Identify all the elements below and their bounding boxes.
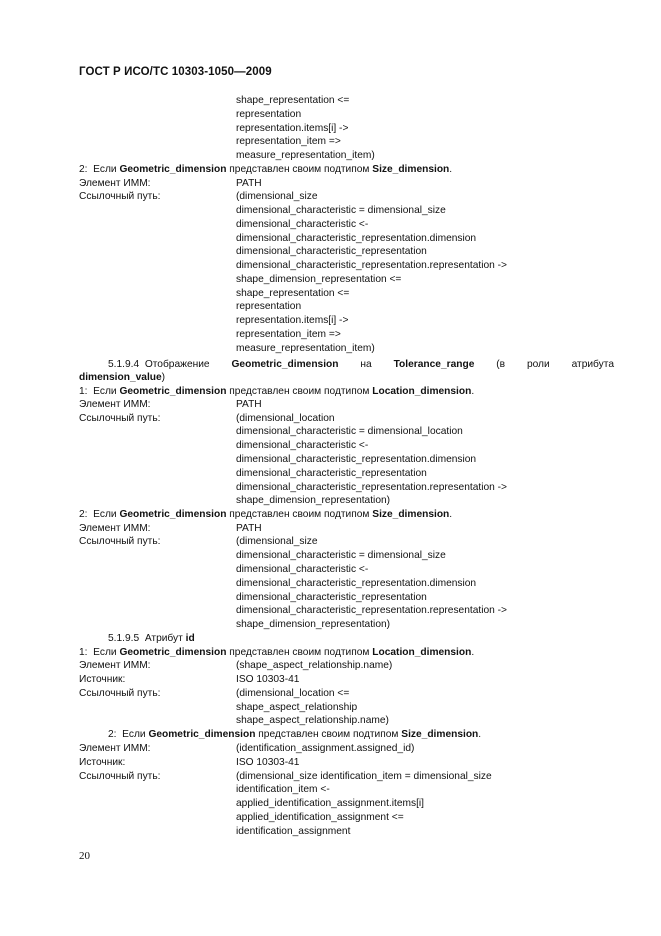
path-line: dimensional_characteristic_representation.dimension bbox=[236, 578, 477, 589]
path-line: dimensional_characteristic_representation.representation -> bbox=[236, 482, 507, 493]
path-line: (dimensional_size identification_item = dimensional_size bbox=[236, 771, 492, 782]
path-line: applied_identification_assignment.items[i] bbox=[236, 798, 425, 809]
path-line: shape_aspect_relationship.name) bbox=[236, 715, 389, 726]
path-line: shape_dimension_representation) bbox=[236, 495, 391, 506]
document-header: ГОСТ Р ИСО/ТС 10303-1050—2009 bbox=[79, 66, 272, 78]
section-heading-5-1-9-4: 5.1.9.4 Отображение Geometric_dimension на Tolerance_range (в роли атрибута bbox=[108, 359, 614, 370]
source-value: ISO 10303-41 bbox=[236, 757, 300, 768]
path-line: identification_item <- bbox=[236, 784, 330, 795]
path-line: dimensional_characteristic_representation.dimension bbox=[236, 233, 477, 244]
path-line: representation_item => bbox=[236, 136, 341, 147]
path-line: shape_aspect_relationship bbox=[236, 702, 358, 713]
element-value: (shape_aspect_relationship.name) bbox=[236, 660, 393, 671]
case-line: 1: Если Geometric_dimension представлен своим подтипом Location_dimension. bbox=[79, 647, 475, 658]
source-label: Источник: bbox=[79, 674, 126, 685]
path-line: applied_identification_assignment <= bbox=[236, 812, 404, 823]
section-heading-cont: dimension_value) bbox=[79, 372, 166, 383]
path-line: shape_representation <= bbox=[236, 288, 350, 299]
path-line: representation bbox=[236, 109, 302, 120]
path-line: representation_item => bbox=[236, 329, 341, 340]
path-line: measure_representation_item) bbox=[236, 150, 375, 161]
case-line: 2: Если Geometric_dimension представлен своим подтипом Size_dimension. bbox=[108, 729, 482, 740]
path-line: dimensional_characteristic_representation.representation -> bbox=[236, 605, 507, 616]
path-line: (dimensional_size bbox=[236, 536, 318, 547]
path-line: measure_representation_item) bbox=[236, 343, 375, 354]
element-label: Элемент ИММ: bbox=[79, 399, 151, 410]
refpath-label: Ссылочный путь: bbox=[79, 191, 161, 202]
source-label: Источник: bbox=[79, 757, 126, 768]
path-line: representation.items[i] -> bbox=[236, 315, 349, 326]
path-line: dimensional_characteristic = dimensional_location bbox=[236, 426, 463, 437]
refpath-label: Ссылочный путь: bbox=[79, 771, 161, 782]
element-value: PATH bbox=[236, 399, 262, 410]
path-line: (dimensional_location bbox=[236, 413, 335, 424]
element-value: PATH bbox=[236, 523, 262, 534]
section-heading-5-1-9-5: 5.1.9.5 Атрибут id bbox=[108, 633, 195, 644]
case-line: 1: Если Geometric_dimension представлен своим подтипом Location_dimension. bbox=[79, 386, 475, 397]
path-line: identification_assignment bbox=[236, 826, 351, 837]
path-line: (dimensional_location <= bbox=[236, 688, 350, 699]
page-number: 20 bbox=[79, 850, 90, 862]
path-line: dimensional_characteristic <- bbox=[236, 440, 369, 451]
refpath-label: Ссылочный путь: bbox=[79, 413, 161, 424]
case-line: 2: Если Geometric_dimension представлен своим подтипом Size_dimension. bbox=[79, 509, 453, 520]
refpath-label: Ссылочный путь: bbox=[79, 688, 161, 699]
path-line: shape_representation <= bbox=[236, 95, 350, 106]
source-value: ISO 10303-41 bbox=[236, 674, 300, 685]
path-line: representation bbox=[236, 301, 302, 312]
path-line: dimensional_characteristic <- bbox=[236, 564, 369, 575]
path-line: dimensional_characteristic <- bbox=[236, 219, 369, 230]
path-line: dimensional_characteristic_representation.dimension bbox=[236, 454, 477, 465]
path-line: dimensional_characteristic = dimensional_size bbox=[236, 205, 446, 216]
path-line: dimensional_characteristic_representation bbox=[236, 246, 427, 257]
case-line: 2: Если Geometric_dimension представлен своим подтипом Size_dimension. bbox=[79, 164, 453, 175]
element-value: PATH bbox=[236, 178, 262, 189]
refpath-label: Ссылочный путь: bbox=[79, 536, 161, 547]
path-line: shape_dimension_representation <= bbox=[236, 274, 402, 285]
path-line: dimensional_characteristic_representation.representation -> bbox=[236, 260, 507, 271]
element-label: Элемент ИММ: bbox=[79, 178, 151, 189]
path-line: representation.items[i] -> bbox=[236, 123, 349, 134]
element-value: (identification_assignment.assigned_id) bbox=[236, 743, 415, 754]
path-line: dimensional_characteristic = dimensional_size bbox=[236, 550, 446, 561]
path-line: (dimensional_size bbox=[236, 191, 318, 202]
element-label: Элемент ИММ: bbox=[79, 660, 151, 671]
element-label: Элемент ИММ: bbox=[79, 743, 151, 754]
path-line: dimensional_characteristic_representation bbox=[236, 592, 427, 603]
path-line: dimensional_characteristic_representation bbox=[236, 468, 427, 479]
path-line: shape_dimension_representation) bbox=[236, 619, 391, 630]
element-label: Элемент ИММ: bbox=[79, 523, 151, 534]
